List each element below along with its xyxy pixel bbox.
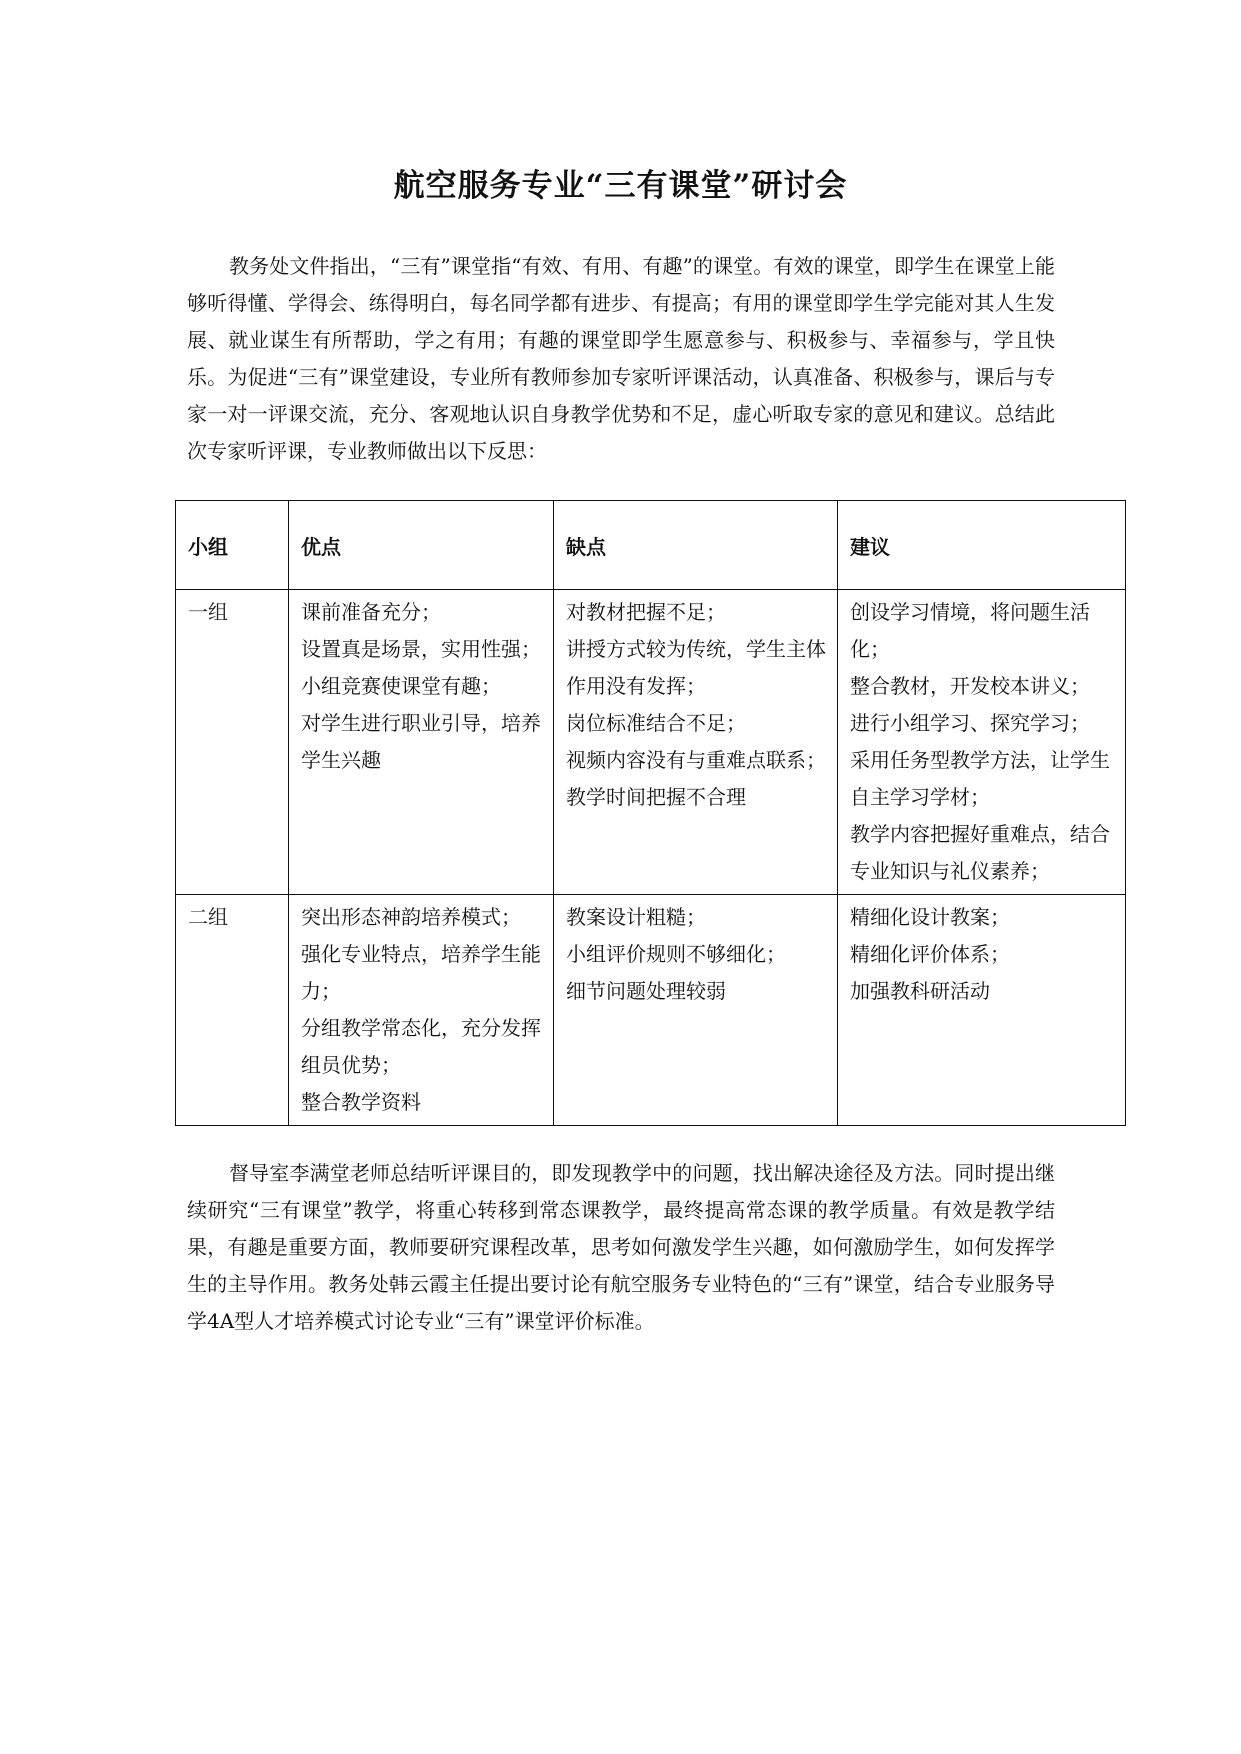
group-cell	[176, 895, 289, 1126]
list-item: 课前准备充分；	[301, 600, 441, 624]
reflection-table	[175, 500, 1126, 1126]
list-item: 视频内容没有与重难点联系；	[566, 748, 826, 772]
conclusion-paragraph: 督导室李满堂老师总结听评课目的，即发现教学中的问题，找出解决途径及方法。同时提出继续研究“三有课堂”教学，将重心转移到常态课教学，最终提高常态课的教学质量。有效是教学结果，有趣是重要方面，教师要研究课程改革，思考如何激发学生兴趣，如何激励学生，如何发挥学生的主导作用。教务处韩云霞主任提出要讨论有航空服务专业特色的“三有”课堂，结合专业服务导学4A型人才培养模式讨论专业“三有”课堂评价标准。	[187, 1161, 1055, 1333]
list-item: 采用任务型教学方法，让学生自主学习学材；	[850, 748, 1110, 809]
list-item: 对教材把握不足；	[566, 600, 726, 624]
suggestions-cell	[838, 895, 1126, 1126]
list-item: 小组评价规则不够细化；	[566, 942, 786, 966]
list-item: 对学生进行职业引导，培养学生兴趣	[301, 711, 541, 772]
list-item: 岗位标准结合不足；	[566, 711, 746, 735]
table-row	[176, 590, 1126, 895]
list-item: 进行小组学习、探究学习；	[850, 711, 1090, 735]
table-row	[176, 895, 1126, 1126]
list-item: 整合教学资料	[301, 1090, 421, 1114]
header-suggestions: 建议	[838, 501, 1126, 590]
group-cell	[176, 590, 289, 895]
intro-paragraph: 教务处文件指出，“三有”课堂指“有效、有用、有趣”的课堂。有效的课堂，即学生在课堂上能够听得懂、学得会、练得明白，每名同学都有进步、有提高；有用的课堂即学生学完能对其人生发展、就业谋生有所帮助，学之有用；有趣的课堂即学生愿意参与、积极参与、幸福参与，学且快乐。为促进“三有”课堂建设，专业所有教师参加专家听评课活动，认真准备、积极参与，课后与专家一对一评课交流，充分、客观地认识自身教学优势和不足，虚心听取专家的意见和建议。总结此次专家听评课，专业教师做出以下反思：	[187, 254, 1055, 463]
suggestions-cell	[838, 590, 1126, 895]
header-strengths: 优点	[289, 501, 554, 590]
list-item: 设置真是场景，实用性强；	[301, 637, 541, 661]
list-item: 分组教学常态化，充分发挥组员优势；	[301, 1016, 541, 1077]
list-item: 精细化评价体系；	[850, 942, 1010, 966]
list-item: 教案设计粗糙；	[566, 905, 706, 929]
list-item: 细节问题处理较弱	[566, 979, 726, 1003]
strengths-cell	[289, 590, 554, 895]
weaknesses-cell	[554, 895, 838, 1126]
list-item: 教学内容把握好重难点，结合专业知识与礼仪素养；	[850, 822, 1110, 883]
weaknesses-cell	[554, 590, 838, 895]
list-item: 创设学习情境，将问题生活化；	[850, 600, 1090, 661]
list-item: 精细化设计教案；	[850, 905, 1010, 929]
list-item: 讲授方式较为传统，学生主体作用没有发挥；	[566, 637, 826, 698]
list-item: 整合教材，开发校本讲义；	[850, 674, 1090, 698]
header-group: 小组	[176, 501, 289, 590]
strengths-cell	[289, 895, 554, 1126]
group-name: 一组	[188, 600, 228, 624]
header-weaknesses: 缺点	[554, 501, 838, 590]
list-item: 教学时间把握不合理	[566, 785, 746, 809]
document-title: 航空服务专业“三有课堂”研讨会	[393, 168, 848, 204]
list-item: 加强教科研活动	[850, 979, 990, 1003]
group-name: 二组	[188, 905, 228, 929]
list-item: 突出形态神韵培养模式；	[301, 905, 521, 929]
list-item: 强化专业特点，培养学生能力；	[301, 942, 541, 1003]
list-item: 小组竞赛使课堂有趣；	[301, 674, 501, 698]
table-header-row	[176, 501, 1126, 590]
